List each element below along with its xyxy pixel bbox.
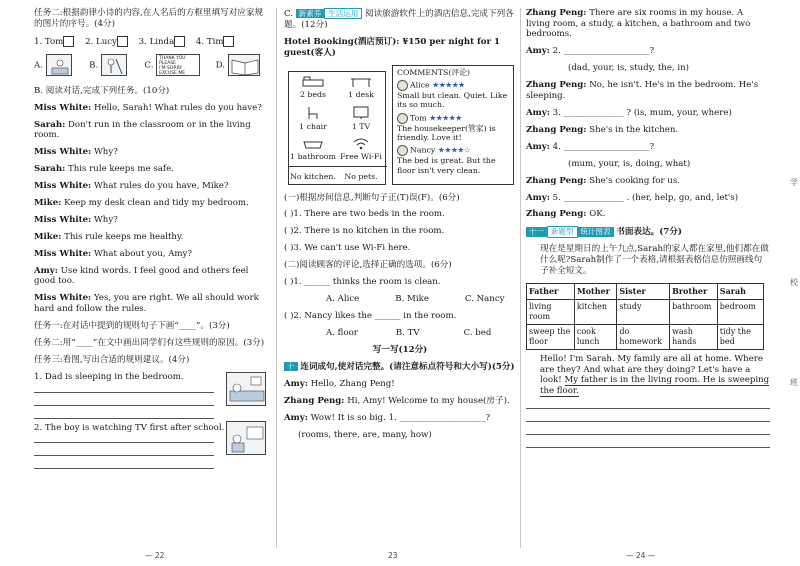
desk-icon [349, 74, 373, 88]
column-divider [520, 8, 521, 548]
write-section-title: 写一写(12分) [372, 344, 428, 355]
wifi-icon [349, 136, 373, 150]
tf-title: (一)根据房间信息,判断句子正(T)误(F)。(6分) [284, 192, 460, 203]
middle-column: C. 新素养 生活运用 阅读旅游软件上的酒店信息,完成下列各题。(12分) Hotel Booking(酒店预订): ¥150 per night for 1 guest(客人) 2 beds 1 desk 1 chair 1 TV 1 bathroom Free Wi-Fi No kitchen. No pets. COMMENTS(评论) Alice ★★★★★ Small but clean. Quiet. Like its so much. Tom ★★★★★ The housekeeper(管家) is friendly. Love it! Nancy ★★★★☆ The bed is great. But the floor isn't very clean. (一)根据房间信息,判断句子正(T)误(F)。(6分) ( )1. There are two beds in the room. ( )2. There is no kitchen in the room. ( )3. We can't use Wi-Fi here. (二)阅读顾客的评论,选择正确的选项。(6分) ( )1. ______ thinks the room is clean. A. Alice B. Mike C. Nancy ( )2. Nancy likes the ______ in the room. A. floor B. TV C. bed 写一写(12分) 十 连词成句,使对话完整。(请注意标点符号和大小写)(5分) Amy: Hello, Zhang Peng! Zhang Peng: Hi, Amy! Welcome to my house(房子). Amy: Wow! It is so big. 1. ____________________? (rooms, there, are, many, how) [284, 9, 515, 440]
rule-pictures-row: A. B. C. THANK YOU PLEASE I'M SORRY EXCUSE ME D. [34, 54, 268, 80]
writing-line[interactable] [526, 399, 770, 409]
bathtub-icon [301, 136, 325, 150]
boy-watching-tv-picture-icon [226, 421, 266, 455]
mc-options: A. Alice B. Mike C. Nancy [326, 294, 505, 305]
writing-line[interactable] [34, 383, 214, 393]
page-number: — 22 [145, 550, 165, 560]
task3-q1: 1. Dad is sleeping in the bedroom. [34, 372, 268, 419]
bed-icon [301, 74, 325, 88]
part-b-title: B. 阅读对话,完成下列任务。(10分) [34, 85, 170, 96]
star-rating: ★★★★★ [429, 113, 462, 123]
section-11-header: 十一 新题型 统计图表 书面表达。(7分) [526, 226, 770, 238]
answer-box[interactable] [174, 36, 185, 47]
tv-icon [349, 106, 373, 120]
answer-box[interactable] [117, 36, 128, 47]
avatar [397, 113, 408, 124]
task2b-text: 任务二:用“____”在文中画出同学们有这些规则的原因。(3分) [34, 337, 265, 348]
word-hint: (dad, your, is, study, the, in) [568, 63, 690, 74]
section-number-badge: 十 [284, 362, 298, 371]
avatar [397, 80, 408, 91]
right-column: Zhang Peng: There are six rooms in my house. A living room, a study, a kitchen, a bathroom and two bedrooms. Amy: 2. ____________________? (dad, your, is, study, the, in) Zhang Peng: No, he isn't. He's in the bedroom. He's sleeping. Amy: 3. ______________ ? (is, mum, your, where) Zhang Peng: She's in the kitchen. Amy: 4. ____________________? (mum, your, is, doing, what) Zhang Peng: She's cooking for us. Amy: 5. ______________ . (her, help, go, and, let's) Zhang Peng: OK. 十一 新题型 统计图表 书面表达。(7分) 现在是星期日的上午九点,Sarah的家人都在家里,他们都在做什么呢?Sarah制作了一个表格,请根据表格信息仿照画线句子补全短文。 Father Mother Sister Brother Sarah living room kitchen study bathroom bedroom sweep the floor cook lunch do homework wash hands tidy the bed Hello! I'm Sarah. My family are all at home. Where are they? And what are they doing? Let's have a look! My father is in the living room. He is sweeping the floor. [526, 8, 770, 451]
star-rating: ★★★★☆ [437, 145, 471, 155]
writing-line[interactable] [34, 446, 214, 456]
star-rating: ★★★★★ [432, 80, 465, 90]
answer-box[interactable] [223, 36, 234, 47]
task3-q2: 2. The boy is watching TV first after school. [34, 423, 268, 470]
section-c-header: C. 新素养 生活运用 阅读旅游软件上的酒店信息,完成下列各题。(12分) [284, 9, 514, 30]
task1-text: 任务一:在对话中提到的规则句子下画“____”。(3分) [34, 321, 230, 332]
writing-line[interactable] [34, 396, 214, 406]
table-header-row: Father Mother Sister Brother Sarah [527, 283, 764, 299]
answer-blank-2[interactable]: 2. ____________________? [552, 46, 655, 57]
cleaning-room-picture-icon [101, 54, 127, 76]
hotel-booking-line: Hotel Booking(酒店预订): ¥150 per night for 1 guest(客人) [284, 36, 500, 58]
section-tag: 生活运用 [324, 8, 362, 19]
page-number: 23 [388, 550, 398, 560]
margin-label: 班 [790, 378, 798, 387]
writing-line[interactable] [34, 409, 214, 419]
table-row: living room kitchen study bathroom bedroom [527, 299, 764, 324]
essay-text: Hello! I'm Sarah. My family are all at home. Where are they? And what are they doing? Let's have a look! My father is in the living room. He is sweeping the floor. [540, 353, 770, 397]
answer-blank-5[interactable]: 5. ______________ . (her, help, go, and, let's) [552, 192, 739, 203]
answer-blank-4[interactable]: 4. ____________________? [552, 141, 655, 152]
name-boxes-row: 1. Tom 2. Lucy 3. Linda 4. Tim [34, 36, 268, 48]
section-number-badge: 十一 [526, 227, 547, 236]
left-column: 任务二:根据韵律小诗的内容,在人名后的方框里填写对应家规的图片的序号。(4分) 1. Tom 2. Lucy 3. Linda 4. Tim A. B. C. THANK YOU PLEASE I'M SORRY EXCUSE ME D. B. 阅读对话,完成下列任务。(10分) Miss White: Hello, Sarah! What rules do you have? Sarah: Don't run in the classroom or in the living room. Miss White: Why? Sarah: This rule keeps me safe. Miss White: What rules do you have, Mike? Mike: Keep my desk clean and tidy my bedroom. Miss White: Why? Mike: This rule keeps me healthy. Miss White: What about you, Amy? Amy: Use kind words. I feel good and others feel good too. Miss White: Yes, you are right. We all should work hard and follow the rules. 任务一:在对话中提到的规则句子下画“____”。(3分) 任务二:用“____”在文中画出同学们有这些规则的原因。(3分) 任务三:看图,写出合适的规则建议。(4分) 1. Dad is sleeping in the bedroom. 2. The boy is watching TV first after school. [34, 8, 268, 472]
task2-instruction: 任务二:根据韵律小诗的内容,在人名后的方框里填写对应家规的图片的序号。(4分) [34, 8, 264, 29]
comments-title: COMMENTS(评论) [397, 67, 471, 77]
answer-blank-1[interactable]: Wow! It is so big. 1. ____________________? [310, 412, 491, 423]
writing-line[interactable] [526, 438, 770, 448]
writing-line[interactable] [526, 412, 770, 422]
comments-box [392, 65, 514, 185]
page-number: — 24 — [626, 550, 656, 560]
tf-item[interactable]: ( )2. There is no kitchen in the room. [284, 226, 445, 237]
mc-question[interactable]: ( )2. Nancy likes the ______ in the room. [284, 310, 457, 321]
section-tag: 新素养 [296, 9, 325, 18]
mc-options: A. floor B. TV C. bed [326, 327, 492, 338]
writing-line[interactable] [34, 433, 214, 443]
word-hint: (mum, your, is, doing, what) [568, 158, 691, 169]
polite-words-sign-icon: THANK YOU PLEASE I'M SORRY EXCUSE ME [156, 54, 200, 76]
mc-question[interactable]: ( )1. ______ thinks the room is clean. [284, 277, 441, 288]
column-divider [276, 8, 277, 548]
washing-hands-picture-icon [46, 54, 72, 76]
avatar [397, 145, 408, 156]
review-alice: Alice ★★★★★ Small but clean. Quiet. Like its so much. [397, 80, 508, 110]
tf-item[interactable]: ( )3. We can't use Wi-Fi here. [284, 243, 411, 254]
section-11-instruction: 现在是星期日的上午九点,Sarah的家人都在家里,他们都在做什么呢?Sarah制作了一个表格,请根据表格信息仿照画线句子补全短文。 [540, 244, 769, 276]
underlined-sentence: My father is in the living room. He is sweeping the floor. [540, 375, 770, 397]
mc-title: (二)阅读顾客的评论,选择正确的选项。(6分) [284, 260, 452, 271]
word-hint: (rooms, there, are, many, how) [298, 429, 432, 440]
book-picture-icon [228, 54, 260, 76]
writing-line[interactable] [34, 459, 214, 469]
amenities-box: 2 beds 1 desk 1 chair 1 TV 1 bathroom Free Wi-Fi No kitchen. No pets. [288, 71, 386, 185]
hotel-info-card [284, 65, 516, 185]
task3-text: 任务三:看图,写出合适的规则建议。(4分) [34, 354, 190, 365]
tf-item[interactable]: ( )1. There are two beds in the room. [284, 209, 445, 220]
chair-icon [301, 106, 325, 120]
answer-box[interactable] [63, 36, 74, 47]
review-tom: Tom ★★★★★ The housekeeper(管家) is friendly. Love it! [397, 113, 496, 142]
section-tag: 新题型 [547, 226, 578, 237]
answer-blank-3[interactable]: 3. ______________ ? (is, mum, your, where) [552, 107, 732, 118]
review-nancy: Nancy ★★★★☆ The bed is great. But the floor isn't very clean. [397, 145, 496, 175]
writing-line[interactable] [526, 425, 770, 435]
section-10-header: 十 连词成句,使对话完整。(请注意标点符号和大小写)(5分) [284, 362, 516, 373]
margin-label: 校 [790, 278, 798, 287]
section-tag: 统计图表 [578, 227, 614, 236]
table-row: sweep the floor cook lunch do homework wash hands tidy the bed [527, 324, 764, 349]
family-activity-table [526, 283, 764, 350]
margin-label: 学 [790, 178, 798, 187]
sleeping-dad-picture-icon [226, 372, 266, 406]
